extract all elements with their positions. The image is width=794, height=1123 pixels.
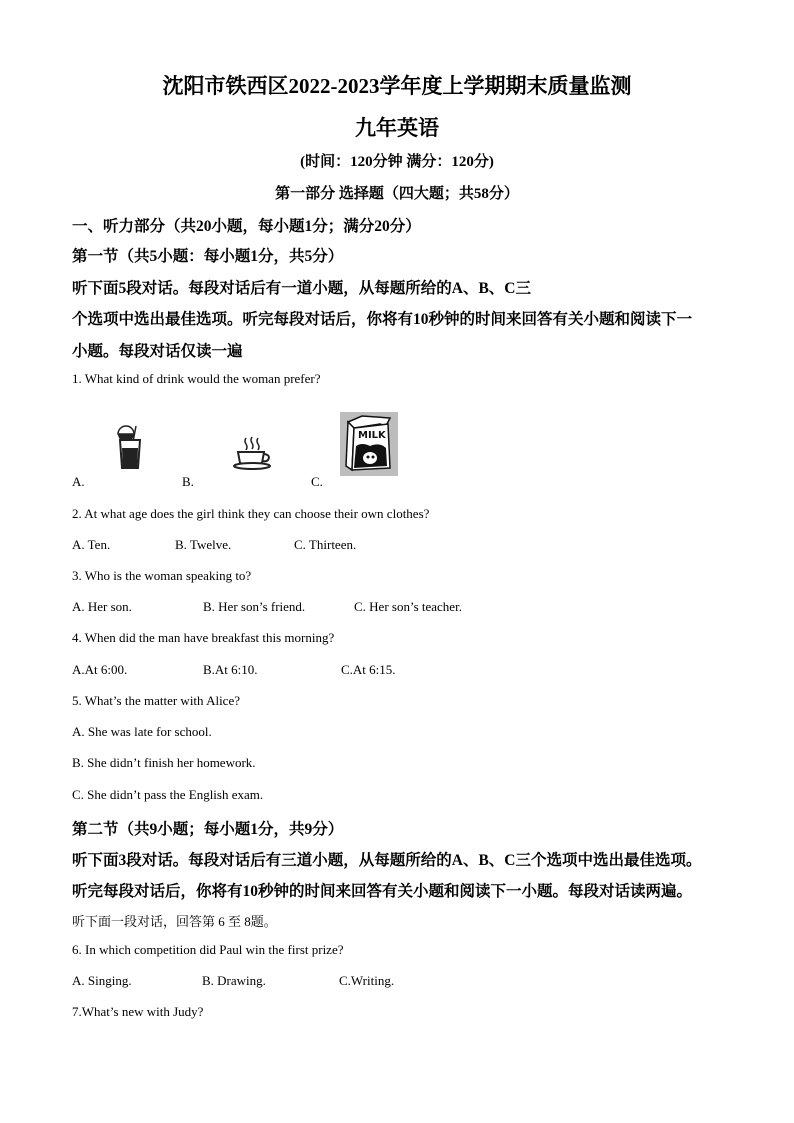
section2-instruction-line2: 听完每段对话后，你将有10秒钟的时间来回答有关小题和阅读下一小题。每段对话读两遍。 <box>72 883 693 900</box>
q4-option-c: C.At 6:15. <box>341 662 396 677</box>
q4-option-b: B.At 6:10. <box>203 662 258 677</box>
q1-option-c: C. <box>311 474 323 489</box>
section2-instruction-line1: 听下面3段对话。每段对话后有三道小题，从每题所给的A、B、C三个选项中选出最佳选项。 <box>72 852 702 869</box>
milk-label: MILK <box>358 430 386 441</box>
subject-title: 九年英语 <box>355 116 439 140</box>
q6-option-c: C.Writing. <box>339 973 395 988</box>
question-7: 7.What’s new with Judy? <box>72 1004 204 1019</box>
juice-glass-icon <box>112 424 152 470</box>
q5-option-b: B. She didn’t finish her homework. <box>72 755 256 770</box>
section2-subinstruction: 听下面一段对话，回答第 6 至 8题。 <box>72 914 277 929</box>
q2-option-b: B. Twelve. <box>175 537 232 552</box>
section1-instruction-line3: 小题。每段对话仅读一遍 <box>72 343 243 360</box>
question-1: 1. What kind of drink would the woman prefer? <box>72 371 321 386</box>
q5-option-a: A. She was late for school. <box>72 724 212 739</box>
page-title: 沈阳市铁西区2022-2023学年度上学期期末质量监测 <box>162 74 632 98</box>
q3-option-b: B. Her son’s friend. <box>203 599 306 614</box>
section2-heading: 第二节（共9小题；每小题1分，共9分） <box>72 821 344 838</box>
q5-option-c: C. She didn’t pass the English exam. <box>72 787 264 802</box>
question-5: 5. What’s the matter with Alice? <box>72 693 240 708</box>
question-3: 3. Who is the woman speaking to? <box>72 568 252 583</box>
q3-option-c: C. Her son’s teacher. <box>354 599 462 614</box>
q2-option-c: C. Thirteen. <box>294 537 357 552</box>
listening-heading: 一、听力部分（共20小题，每小题1分；满分20分） <box>72 218 421 235</box>
section1-heading: 第一节（共5小题：每小题1分，共5分） <box>72 248 344 265</box>
q2-option-a: A. Ten. <box>72 537 111 552</box>
coffee-cup-icon <box>232 436 274 470</box>
section1-instruction-line1: 听下面5段对话。每段对话后有一道小题，从每题所给的A、B、C三 <box>72 280 531 297</box>
part-heading: 第一部分 选择题（四大题；共58分） <box>275 186 519 202</box>
q3-option-a: A. Her son. <box>72 599 132 614</box>
section1-instruction-line2: 个选项中选出最佳选项。听完每段对话后，你将有10秒钟的时间来回答有关小题和阅读下一 <box>72 311 693 328</box>
q6-option-a: A. Singing. <box>72 973 132 988</box>
time-info: (时间：120分钟 满分：120分) <box>300 154 494 170</box>
q1-option-b: B. <box>182 474 194 489</box>
question-6: 6. In which competition did Paul win the first prize? <box>72 942 344 957</box>
question-4: 4. When did the man have breakfast this morning? <box>72 630 335 645</box>
q4-option-a: A.At 6:00. <box>72 662 128 677</box>
q6-option-b: B. Drawing. <box>202 973 266 988</box>
milk-carton-icon <box>340 412 398 476</box>
question-2: 2. At what age does the girl think they can choose their own clothes? <box>72 506 430 521</box>
q1-option-a: A. <box>72 474 85 489</box>
